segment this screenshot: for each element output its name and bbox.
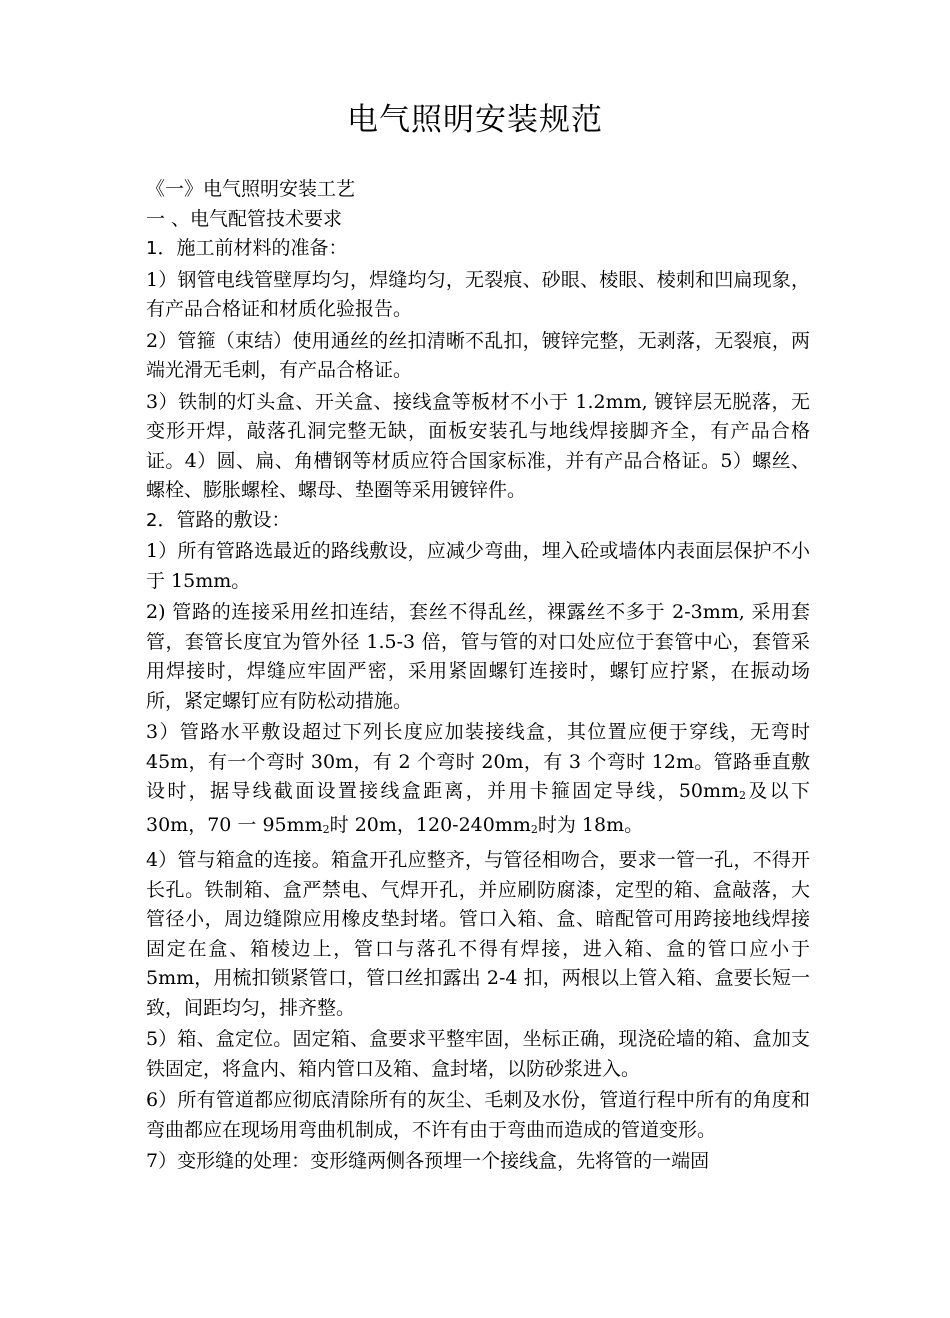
- paragraph: 1）所有管路选最近的路线敷设，应减少弯曲，埋入砼或墙体内表面层保护不小于 15mm。: [146, 540, 810, 592]
- unit-exponent: 2: [530, 822, 538, 836]
- part2-number: 2: [146, 509, 158, 531]
- text-segment: 3）管路水平敷设超过下列长度应加装接线盒，其位置应便于穿线，无弯时 45m，有一个弯时 30m，有 2 个弯时 20m，有 3 个弯时 12m。管路垂直敷设时，据导线截面设置接线盒距离，并用卡箍固定导线，50mm: [146, 721, 810, 802]
- text-segment: 时为 18m。: [537, 813, 644, 836]
- text-segment: 时 20m，120-240mm: [329, 813, 531, 836]
- subsection-heading: 一 、电气配管技术要求: [146, 207, 343, 230]
- unit-exponent: 2: [739, 789, 747, 802]
- paragraph: 5）箱、盒定位。固定箱、盒要求平整牢固，坐标正确，现浇砼墙的箱、盒加支铁固定，将盒内、箱内管口及箱、盒封堵，以防砂浆进入。: [146, 1028, 810, 1080]
- text-segment: 及以下 30m，70 一 95mm: [146, 780, 810, 836]
- part1-heading: [146, 234, 810, 264]
- document-body: [146, 175, 810, 1177]
- section-heading: 《一》电气照明安装工艺: [146, 178, 356, 200]
- part1-heading-text: ．施工前材料的准备：: [157, 237, 348, 259]
- paragraph-with-units: [146, 718, 810, 844]
- paragraph: 4）管与箱盒的连接。箱盒开孔应整齐，与管径相吻合，要求一管一孔，不得开长孔。铁制箱、盒严禁电、气焊开孔，并应刷防腐漆，定型的箱、盒敲落，大管径小，周边缝隙应用橡皮垫封堵。管口入箱、盒、暗配管可用跨接地线焊接固定在盒、箱棱边上，管口与落孔不得有焊接，进入箱、盒的管口应小于 5mm，用梳扣锁紧管口，管口丝扣露出 2-4 扣，两根以上管入箱、盒要长短一致，间距均匀，排齐整。: [146, 849, 810, 1019]
- part1-number: 1: [146, 238, 158, 259]
- paragraph: 3）铁制的灯头盒、开关盒、接线盒等板材不小于 1.2mm, 镀锌层无脱落，无变形开焊，敲落孔洞完整无缺，面板安装孔与地线焊接脚齐全，有产品合格证。4）圆、扁、角槽钢等材质应符合国家标准，并有产品合格证。5）螺丝、螺栓、膨胀螺栓、螺母、垫圈等采用镀锌件。: [146, 390, 810, 501]
- document-title: 电气照明安装规范: [347, 102, 603, 138]
- paragraph: 6）所有管道都应彻底清除所有的灰尘、毛刺及水份，管道行程中所有的角度和弯曲都应在现场用弯曲机制成，不许有由于弯曲而造成的管道变形。: [146, 1089, 810, 1141]
- unit-exponent: 2: [322, 822, 330, 836]
- part2-heading: [146, 506, 810, 536]
- paragraph: 2）管箍（束结）使用通丝的丝扣清晰不乱扣，镀锌完整，无剥落，无裂痕，两端光滑无毛刺，有产品合格证。: [146, 329, 810, 381]
- paragraph: 1）钢管电线管壁厚均匀，焊缝均匀，无裂痕、砂眼、棱眼、棱刺和凹扁现象，有产品合格证和材质化验报告。: [146, 268, 810, 320]
- paragraph: 2) 管路的连接采用丝扣连结，套丝不得乱丝，裸露丝不多于 2-3mm, 采用套管，套管长度宜为管外径 1.5-3 倍，管与管的对口处应位于套管中心，套管采用焊接时，焊缝应牢固严密，采用紧固螺钉连接时，螺钉应拧紧，在振动场所，紧定螺钉应有防松动措施。: [146, 601, 810, 712]
- part2-heading-text: ．管路的敷设：: [157, 508, 291, 531]
- paragraph: 7）变形缝的处理：变形缝两侧各预埋一个接线盒，先将管的一端固: [146, 1150, 710, 1172]
